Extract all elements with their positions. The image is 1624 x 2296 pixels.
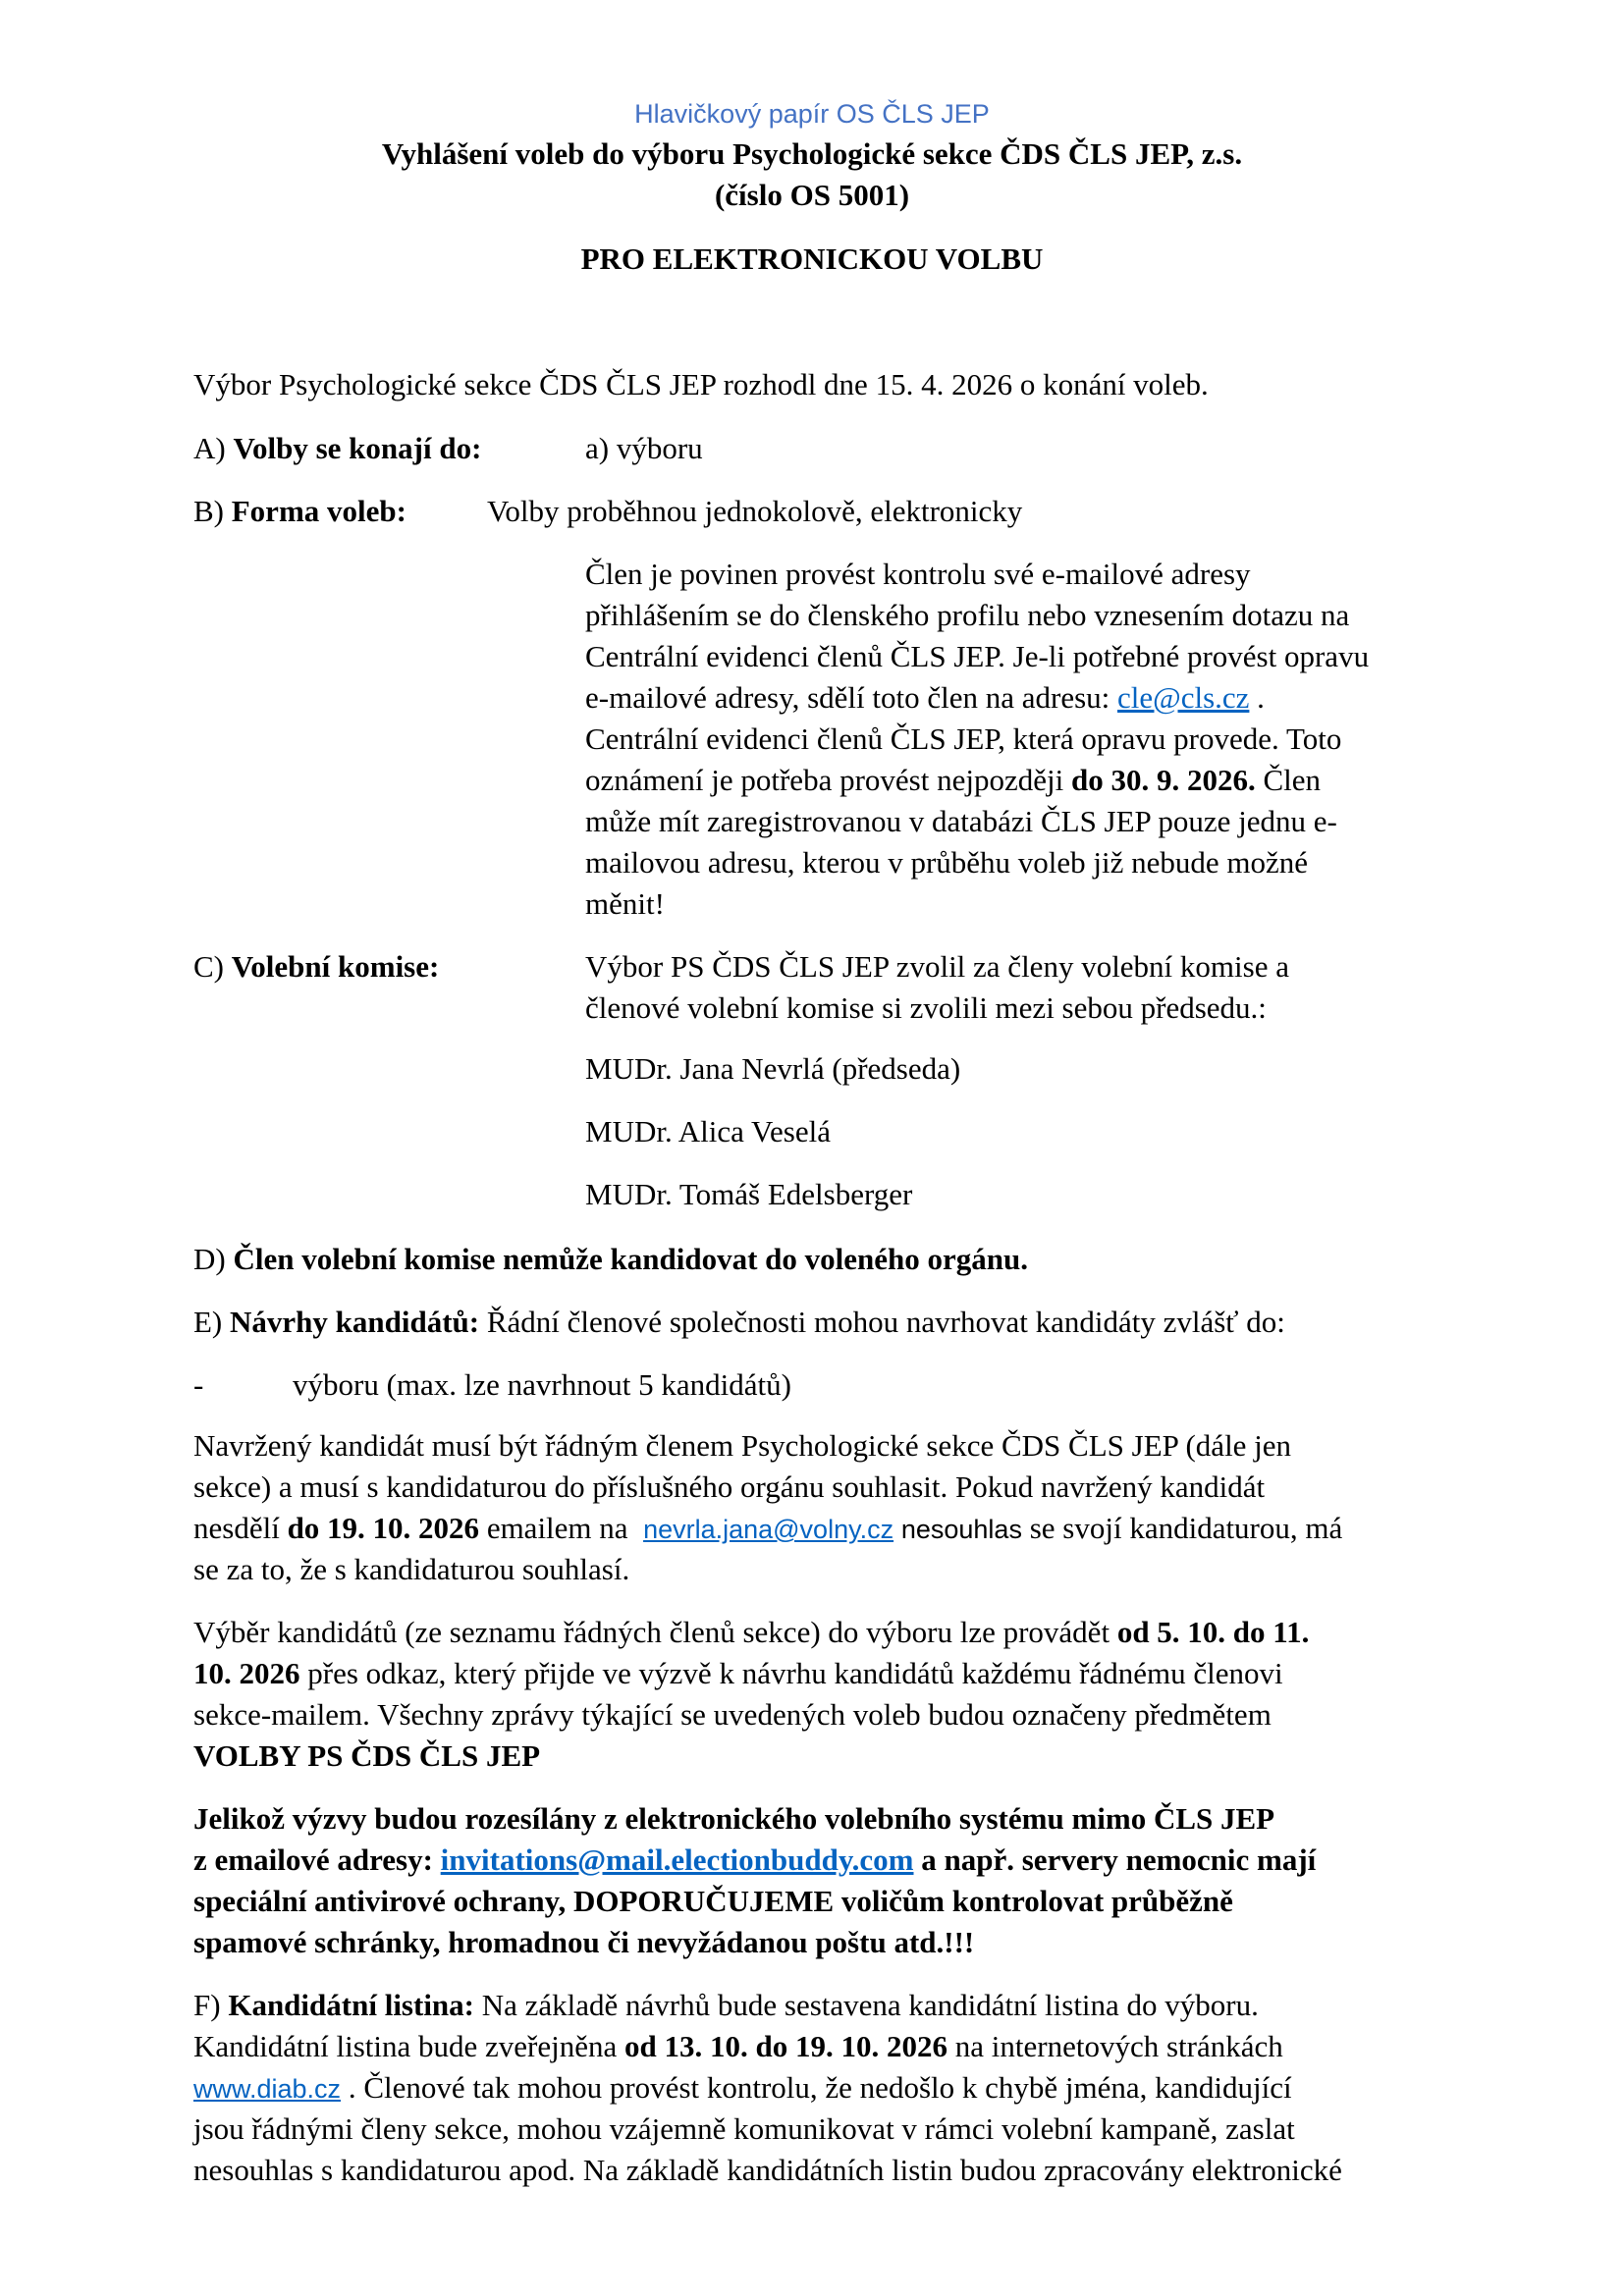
- section-a-prefix: A): [193, 431, 226, 465]
- cle-email-link[interactable]: cle@cls.cz: [1117, 680, 1250, 715]
- section-b-value: Volby proběhnou jednokolově, elektronicky: [487, 494, 1023, 528]
- section-b-line: může mít zaregistrovanou v databázi ČLS JEP pouze jednu e-: [585, 804, 1337, 838]
- section-b-line: měnit!: [585, 886, 665, 921]
- diab-website-link[interactable]: www.diab.cz: [193, 2074, 342, 2104]
- para1-text: nesdělí: [193, 1511, 280, 1545]
- document-title: Vyhlášení voleb do výboru Psychologické sekce ČDS ČLS JEP, z.s.: [381, 136, 1243, 171]
- section-b-line: Centrální evidenci členů ČLS JEP. Je-li potřebné provést opravu: [585, 639, 1370, 673]
- section-b-text: Člen: [1263, 763, 1322, 797]
- section-b-prefix: B): [193, 494, 224, 528]
- objection-deadline: do 19. 10. 2026: [287, 1511, 480, 1545]
- para1-line: se za to, že s kandidaturou souhlasí.: [193, 1552, 630, 1586]
- section-f-line: [193, 2067, 1292, 2109]
- section-b-text: .: [1257, 680, 1265, 715]
- section-f-line: [193, 1985, 1259, 2026]
- section-c-line: členové volební komise si zvolili mezi sebou předsedu.:: [585, 990, 1267, 1025]
- para2-line: [193, 1612, 1309, 1653]
- email-subject: VOLBY PS ČDS ČLS JEP: [193, 1738, 541, 1773]
- email-check-deadline: do 30. 9. 2026.: [1070, 763, 1256, 797]
- document-number: (číslo OS 5001): [714, 178, 910, 212]
- section-b-text: oznámení je potřeba provést nejpozději: [585, 763, 1064, 797]
- para2-text: přes odkaz, který přijde ve výzvě k návrhu kandidátů každému řádnému členovi: [307, 1656, 1283, 1690]
- section-d-text: Člen volební komise nemůže kandidovat do voleného orgánu.: [233, 1242, 1029, 1276]
- document-subtitle: PRO ELEKTRONICKOU VOLBU: [580, 241, 1044, 276]
- para2-line: sekce-mailem. Všechny zprávy týkající se uvedených voleb budou označeny předmětem: [193, 1697, 1272, 1732]
- section-f-line: nesouhlas s kandidaturou apod. Na základě kandidátních listin budou zpracovány elektronické: [193, 2153, 1342, 2187]
- para1-line: sekce) a musí s kandidaturou do příslušného orgánu souhlasit. Pokud navržený kandidát: [193, 1469, 1266, 1504]
- section-a-value: a) výboru: [585, 431, 703, 465]
- warning-text: z emailové adresy:: [193, 1842, 433, 1877]
- section-e-prefix: E): [193, 1305, 223, 1339]
- warning-line: [193, 1840, 1316, 1881]
- section-c-prefix: C): [193, 949, 224, 984]
- section-b-line: přihlášením se do členského profilu nebo vznesením dotazu na: [585, 598, 1350, 632]
- section-b-line: Centrální evidenci členů ČLS JEP, která opravu provede. Toto: [585, 721, 1342, 756]
- para1-line: Navržený kandidát musí být řádným členem Psychologické sekce ČDS ČLS JEP (dále jen: [193, 1428, 1292, 1463]
- intro-text: Výbor Psychologické sekce ČDS ČLS JEP rozhodl dne 15. 4. 2026 o konání voleb.: [193, 367, 1209, 401]
- electionbuddy-email-link[interactable]: invitations@mail.electionbuddy.com: [440, 1842, 914, 1877]
- section-b-line: Člen je povinen provést kontrolu své e-mailové adresy: [585, 557, 1251, 591]
- section-e-label: Návrhy kandidátů:: [230, 1305, 480, 1339]
- section-d: [193, 1239, 1028, 1280]
- committee-member: MUDr. Tomáš Edelsberger: [585, 1177, 913, 1211]
- section-c-line: Výbor PS ČDS ČLS JEP zvolil za členy volební komise a: [585, 949, 1289, 984]
- section-c-label: Volební komise:: [231, 949, 440, 984]
- publication-period: od 13. 10. do 19. 10. 2026: [624, 2029, 947, 2063]
- para2-text: Výběr kandidátů (ze seznamu řádných členů sekce) do výboru lze provádět: [193, 1615, 1110, 1649]
- section-b-line: [585, 760, 1321, 801]
- section-a-label: Volby se konají do:: [233, 431, 482, 465]
- section-f-text: Kandidátní listina bude zveřejněna: [193, 2029, 618, 2063]
- section-b-label: Forma voleb:: [231, 494, 406, 528]
- committee-member: MUDr. Alica Veselá: [585, 1114, 831, 1148]
- nevrla-email-link[interactable]: nevrla.jana@volny.cz: [643, 1515, 894, 1544]
- selection-period: od 5. 10. do 11.: [1116, 1615, 1310, 1649]
- section-d-prefix: D): [193, 1242, 226, 1276]
- section-f-line: jsou řádnými členy sekce, mohou vzájemně komunikovat v rámci volební kampaně, zaslat: [193, 2111, 1295, 2146]
- letterhead: Hlavičkový papír OS ČLS JEP: [634, 99, 990, 129]
- warning-line: spamové schránky, hromadnou či nevyžádanou poštu atd.!!!: [193, 1925, 975, 1959]
- section-b-line: mailovou adresu, kterou v průběhu voleb již nebude možné: [585, 845, 1309, 880]
- section-f-line: [193, 2026, 1283, 2067]
- section-e: [193, 1302, 1285, 1343]
- section-f-prefix: F): [193, 1988, 221, 2022]
- bullet-text: výboru (max. lze navrhnout 5 kandidátů): [293, 1367, 791, 1402]
- warning-line: Jelikož výzvy budou rozesílány z elektronického volebního systému mimo ČLS JEP: [193, 1801, 1275, 1836]
- warning-line: speciální antivirové ochrany, DOPORUČUJEME voličům kontrolovat průběžně: [193, 1884, 1233, 1918]
- para1-text: se svojí kandidaturou, má: [1029, 1511, 1343, 1545]
- para1-text: nesouhlas: [900, 1515, 1022, 1544]
- section-f-label: Kandidátní listina:: [228, 1988, 474, 2022]
- section-b-text: e-mailové adresy, sdělí toto člen na adresu:: [585, 680, 1110, 715]
- section-e-text: Řádní členové společnosti mohou navrhovat kandidáty zvlášť do:: [486, 1305, 1285, 1339]
- section-b-heading: [193, 491, 406, 532]
- warning-text: a např. servery nemocnic mají: [921, 1842, 1317, 1877]
- section-b-line: [585, 677, 1265, 719]
- para1-text: emailem na: [486, 1511, 628, 1545]
- para2-line: [193, 1653, 1283, 1694]
- section-f-text: . Členové tak mohou provést kontrolu, že nedošlo k chybě jména, kandidující: [348, 2070, 1292, 2105]
- para1-line: [193, 1508, 1342, 1550]
- committee-member: MUDr. Jana Nevrlá (předseda): [585, 1051, 961, 1086]
- section-f-text: na internetových stránkách: [954, 2029, 1283, 2063]
- bullet-dash: -: [193, 1367, 204, 1402]
- section-a-heading: [193, 428, 481, 469]
- section-c-heading: [193, 946, 439, 988]
- selection-period-end: 10. 2026: [193, 1656, 300, 1690]
- section-f-text: Na základě návrhů bude sestavena kandidátní listina do výboru.: [481, 1988, 1259, 2022]
